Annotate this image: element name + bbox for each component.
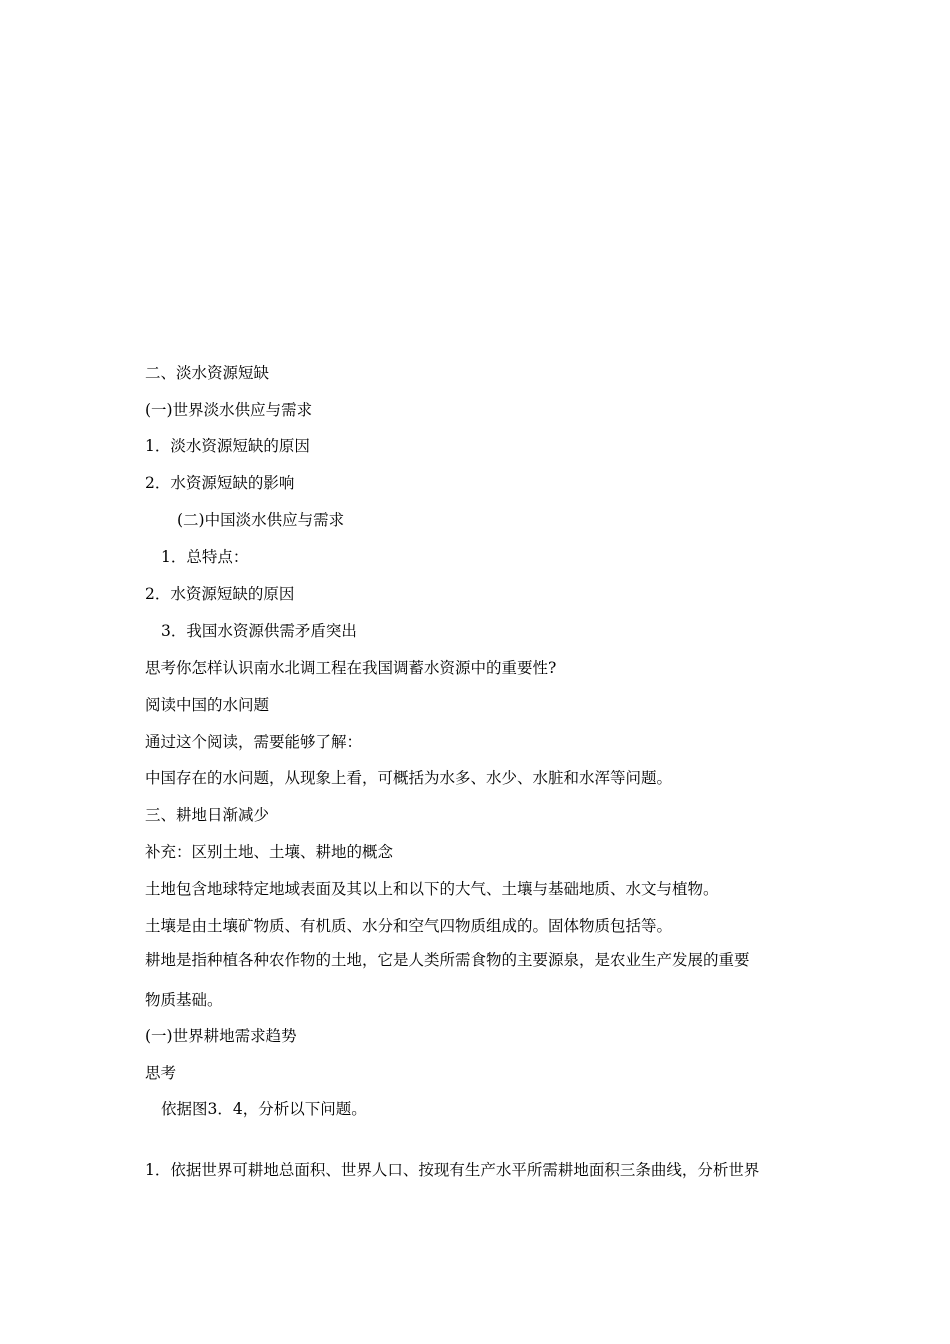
- definition-farmland-cont: 物质基础。: [145, 991, 223, 1009]
- definition-soil: 土壤是由土壤矿物质、有机质、水分和空气四物质组成的。固体物质包括等。: [145, 917, 673, 935]
- subheading-china-freshwater: (二)中国淡水供应与需求: [177, 511, 345, 529]
- reading-summary: 中国存在的水问题，从现象上看，可概括为水多、水少、水脏和水浑等问题。: [145, 769, 673, 787]
- reading-title: 阅读中国的水问题: [145, 696, 270, 714]
- item-china-shortage-causes: 2．水资源短缺的原因: [145, 585, 295, 603]
- analysis-instruction: 依据图3．4，分析以下问题。: [161, 1100, 367, 1118]
- think-question-south-north: 思考你怎样认识南水北调工程在我国调蓄水资源中的重要性?: [145, 659, 557, 677]
- item-shortage-causes: 1．淡水资源短缺的原因: [145, 437, 310, 455]
- subheading-world-farmland: (一)世界耕地需求趋势: [145, 1027, 297, 1045]
- item-supply-demand-conflict: 3．我国水资源供需矛盾突出: [161, 622, 357, 640]
- item-shortage-impact: 2．水资源短缺的影响: [145, 474, 295, 492]
- definition-farmland: 耕地是指种植各种农作物的土地，它是人类所需食物的主要源泉，是农业生产发展的重要: [145, 951, 750, 969]
- reading-intro: 通过这个阅读，需要能够了解：: [145, 733, 363, 751]
- section-heading-farmland: 三、耕地日渐减少: [145, 806, 270, 824]
- subheading-world-freshwater: (一)世界淡水供应与需求: [145, 401, 313, 419]
- item-general-features: 1．总特点：: [161, 548, 249, 566]
- supplement-concepts: 补充：区别土地、土壤、耕地的概念: [145, 843, 394, 861]
- definition-land: 土地包含地球特定地域表面及其以上和以下的大气、土壤与基础地质、水文与植物。: [145, 880, 719, 898]
- section-heading-freshwater: 二、淡水资源短缺: [145, 364, 270, 382]
- question-1: 1．依据世界可耕地总面积、世界人口、按现有生产水平所需耕地面积三条曲线，分析世界: [145, 1161, 760, 1179]
- think-label: 思考: [145, 1064, 177, 1082]
